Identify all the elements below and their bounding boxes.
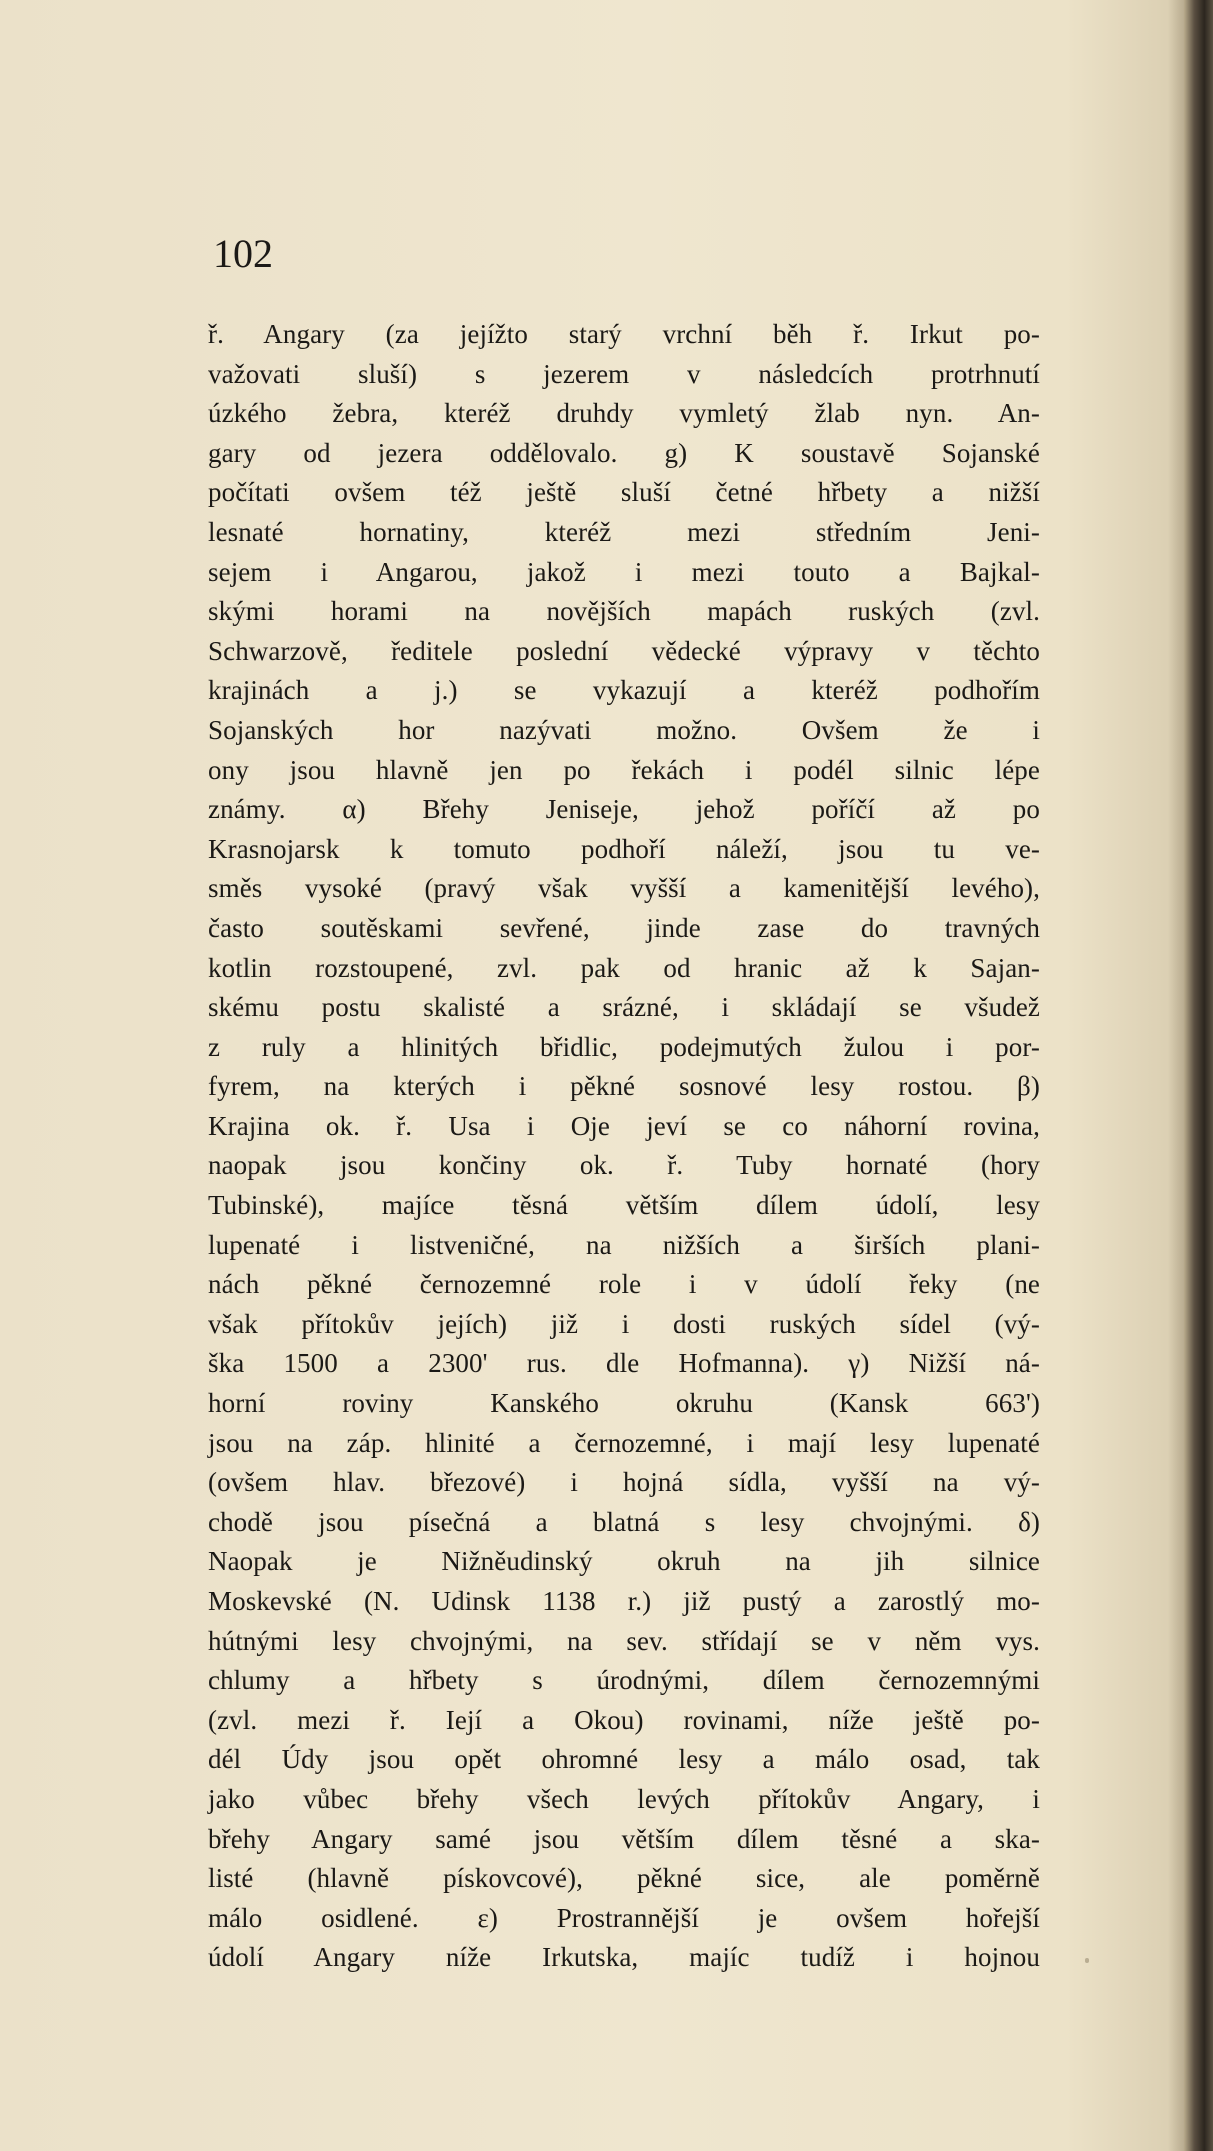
text-line: chlumy a hřbety s úrodnými, dílem černozemnými xyxy=(208,1665,1040,1696)
text-line: Sojanských hor nazývati možno. Ovšem že i xyxy=(208,714,1040,745)
text-line: ony jsou hlavně jen po řekách i podél silnic lépe xyxy=(208,754,1040,785)
text-line: Moskevské (N. Udinsk 1138 r.) již pustý a zarostlý mo- xyxy=(208,1586,1040,1616)
text-line: málo osidlené. ε) Prostrannější je ovšem hořejší xyxy=(208,1902,1040,1933)
text-line: listé (hlavně pískovcové), pěkné sice, ale poměrně xyxy=(208,1863,1040,1894)
text-line: Schwarzově, ředitele poslední vědecké výpravy v těchto xyxy=(208,635,1040,666)
text-line: lupenaté i listveničné, na nižších a širších plani- xyxy=(208,1229,1040,1260)
text-line: skými horami na novějších mapách ruských (zvl. xyxy=(208,596,1040,627)
text-line: Krajina ok. ř. Usa i Oje jeví se co náhorní rovina, xyxy=(208,1110,1040,1141)
page-number: 102 xyxy=(213,231,273,276)
text-line: jsou na záp. hlinité a černozemné, i mají lesy lupenaté xyxy=(208,1427,1040,1458)
text-line: ř. Angary (za jejížto starý vrchní běh ř. Irkut po- xyxy=(208,319,1040,349)
text-line: z ruly a hlinitých břidlic, podejmutých žulou i por- xyxy=(208,1031,1040,1062)
text-line: směs vysoké (pravý však vyšší a kamenitější levého), xyxy=(208,873,1040,904)
text-line: gary od jezera oddělovalo. g) K soustavě Sojanské xyxy=(208,437,1040,468)
body-text xyxy=(208,315,1040,1978)
text-line: dél Údy jsou opět ohromné lesy a málo osad, tak xyxy=(208,1744,1040,1775)
text-line: sejem i Angarou, jakož i mezi touto a Bajkal- xyxy=(208,556,1040,587)
text-line: známy. α) Břehy Jeniseje, jehož poříčí až po xyxy=(208,794,1040,825)
text-line: často soutěskami sevřené, jinde zase do travných xyxy=(208,912,1040,943)
text-line: (zvl. mezi ř. Iejí a Okou) rovinami, níže ještě po- xyxy=(208,1704,1040,1735)
text-line: horní roviny Kanského okruhu (Kansk 663') xyxy=(208,1388,1040,1419)
text-line: kotlin rozstoupené, zvl. pak od hranic až k Sajan- xyxy=(208,952,1040,983)
text-line: naopak jsou končiny ok. ř. Tuby hornaté (hory xyxy=(208,1150,1040,1181)
text-line: však přítokův jejích) již i dosti ruských sídel (vý- xyxy=(208,1308,1040,1339)
text-line: břehy Angary samé jsou větším dílem těsné a ska- xyxy=(208,1823,1040,1854)
text-line: (ovšem hlav. březové) i hojná sídla, vyšší na vý- xyxy=(208,1467,1040,1498)
text-line: ška 1500 a 2300' rus. dle Hofmanna). γ) Nižší ná- xyxy=(208,1348,1040,1379)
text-line: jako vůbec břehy všech levých přítokův Angary, i xyxy=(208,1783,1040,1814)
text-line: chodě jsou písečná a blatná s lesy chvojnými. δ) xyxy=(208,1506,1040,1537)
text-line: úzkého žebra, kteréž druhdy vymletý žlab nyn. An- xyxy=(208,398,1040,429)
text-line: Tubinské), majíce těsná větším dílem údolí, lesy xyxy=(208,1190,1040,1221)
text-line: hútnými lesy chvojnými, na sev. střídají se v něm vys. xyxy=(208,1625,1040,1656)
text-line: fyrem, na kterých i pěkné sosnové lesy rostou. β) xyxy=(208,1071,1040,1102)
text-line: nách pěkné černozemné role i v údolí řeky (ne xyxy=(208,1269,1040,1300)
text-line: Krasnojarsk k tomuto podhoří náleží, jsou tu ve- xyxy=(208,833,1040,864)
text-line: krajinách a j.) se vykazují a kteréž podhořím xyxy=(208,675,1040,706)
text-line: údolí Angary níže Irkutska, majíc tudíž i hojnou xyxy=(208,1942,1040,1973)
text-line: važovati sluší) s jezerem v následcích protrhnutí xyxy=(208,358,1040,389)
text-line: Naopak je Nižněudinský okruh na jih silnice xyxy=(208,1546,1040,1577)
page-fold-shadow xyxy=(1168,0,1184,2151)
book-spine xyxy=(1184,0,1213,2151)
paper-speck xyxy=(1085,1958,1089,1963)
text-line: počítati ovšem též ještě sluší četné hřbety a nižší xyxy=(208,477,1040,508)
text-line: lesnaté hornatiny, kteréž mezi středním Jeni- xyxy=(208,516,1040,547)
text-line: skému postu skalisté a srázné, i skládají se všudež xyxy=(208,992,1040,1023)
